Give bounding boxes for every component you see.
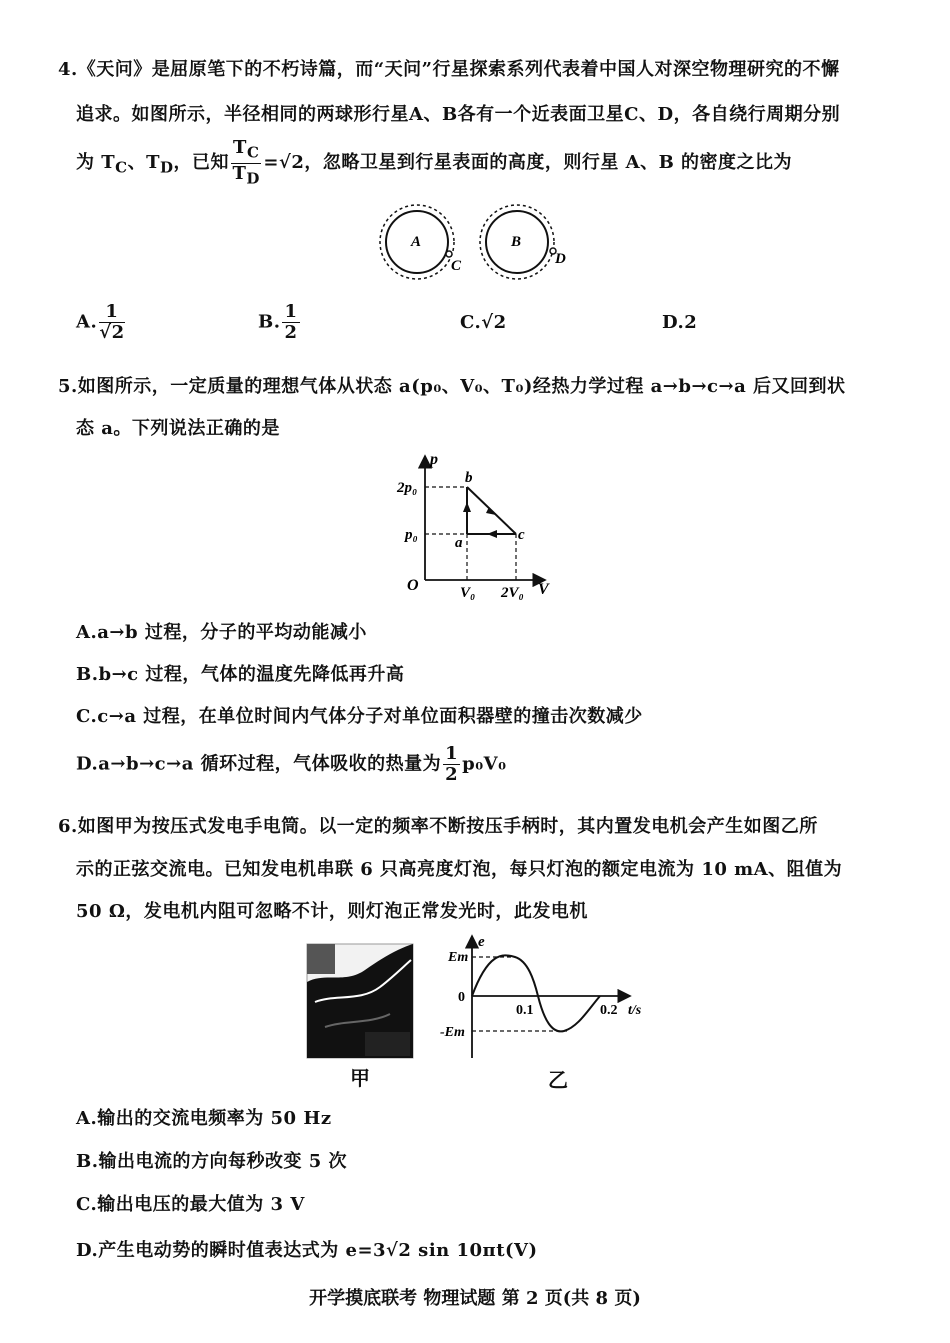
q5-line2: 态 a。下列说法正确的是 — [76, 418, 280, 439]
tick-0-1: 0.1 — [516, 1003, 534, 1018]
q4-option-a-num: 1 — [99, 302, 124, 323]
q5-line1: 5.如图所示，一定质量的理想气体从状态 a(p₀、V₀、T₀)经热力学过程 a→b→c→a 后又回到状 — [58, 376, 846, 397]
tick-0-2: 0.2 — [600, 1003, 618, 1018]
q5-option-d-den: 2 — [445, 764, 459, 785]
point-a-label: a — [455, 535, 463, 551]
point-b-label: b — [465, 470, 473, 486]
q4-option-c — [460, 312, 507, 333]
q5-pv-graph — [395, 450, 565, 600]
q4-option-d — [662, 312, 697, 333]
q4-line2: 追求。如图所示，半径相同的两球形行星A、B各有一个近表面卫星C、D，各自绕行周期分别 — [76, 104, 841, 125]
v-axis-label: V — [538, 581, 549, 598]
q4-option-b-num: 1 — [284, 301, 298, 322]
tick-2p0: 2p₀ — [397, 480, 418, 496]
q4-frac-num: T — [233, 137, 247, 158]
q6-option-a: A.输出的交流电频率为 50 Hz — [76, 1108, 332, 1129]
q4-planets-figure — [375, 200, 585, 285]
q4-line3-suffix: ，忽略卫星到行星表面的高度，则行星 A、B 的密度之比为 — [304, 152, 793, 174]
origin-label: O — [407, 577, 419, 594]
q5-option-d-suffix: p₀V₀ — [462, 753, 507, 775]
q4-line3: 为 $T_C$、$T_D$，已知 $\frac{T_C}{T_D}$ =√2，忽略卫星到行星表面的高度，则行星 A、B 的密度之比为 — [76, 137, 793, 188]
flashlight-photo — [305, 942, 415, 1060]
q4-option-d-value: 2 — [684, 312, 698, 333]
caption-jia: 甲 — [350, 1066, 370, 1090]
q4-fraction: $\frac{T_C}{T_D}$ — [232, 137, 260, 188]
tick-2v0: 2V₀ — [501, 585, 524, 600]
tick-p0: p₀ — [405, 527, 418, 543]
q5-option-b: B.b→c 过程，气体的温度先降低再升高 — [76, 664, 405, 685]
q6-sine-graph — [440, 930, 660, 1062]
q4-sub-d: D — [160, 158, 174, 177]
q4-option-c-label: C. — [460, 312, 482, 333]
q6-line1: 6.如图甲为按压式发电手电筒。以一定的频率不断按压手柄时，其内置发电机会产生如图乙所 — [58, 816, 818, 837]
caption-yi: 乙 — [548, 1068, 568, 1092]
q4-option-b-den: 2 — [284, 322, 298, 343]
point-c-label: c — [518, 527, 525, 543]
q4-option-c-value: √2 — [481, 312, 507, 333]
satellite-d-label: D — [555, 251, 566, 267]
q4-option-d-label: D. — [662, 312, 685, 333]
q4-option-a — [76, 302, 127, 343]
neg-em-label: -Em — [440, 1025, 465, 1040]
q5-option-c: C.c→a 过程，在单位时间内气体分子对单位面积器壁的撞击次数减少 — [76, 706, 643, 727]
q5-option-d-prefix: D.a→b→c→a 循环过程，气体吸收的热量为 — [76, 753, 442, 775]
tick-v0: V₀ — [460, 585, 476, 600]
planet-b-label: B — [511, 234, 522, 250]
planet-a-label: A — [411, 234, 422, 250]
q6-option-d: D.产生电动势的瞬时值表达式为 e=3√2 sin 10πt(V) — [76, 1240, 538, 1261]
q4-option-b — [258, 302, 302, 343]
t-axis-unit: t/s — [628, 1003, 642, 1018]
e-axis-label: e — [478, 934, 485, 950]
q4-sub-c: C — [115, 158, 128, 177]
q5-option-d — [76, 744, 506, 785]
origin-zero-label: 0 — [458, 990, 465, 1005]
q5-option-a: A.a→b 过程，分子的平均动能减小 — [76, 622, 367, 643]
q6-line3: 50 Ω，发电机内阻可忽略不计，则灯泡正常发光时，此发电机 — [76, 901, 588, 922]
q6-line2: 示的正弦交流电。已知发电机串联 6 只高亮度灯泡，每只灯泡的额定电流为 10 mA、阻值为 — [76, 859, 843, 880]
q4-line3-mid: ，已知 — [173, 152, 230, 174]
em-label: Em — [448, 950, 469, 965]
q4-eq-rhs: =√2 — [263, 152, 305, 174]
q4-option-a-label: A. — [76, 311, 98, 333]
satellite-c-label: C — [451, 258, 462, 274]
p-axis-label: p — [430, 451, 438, 468]
q4-option-b-label: B. — [258, 311, 281, 333]
q4-line1: 4.《天问》是屈原笔下的不朽诗篇，而“天问”行星探索系列代表着中国人对深空物理研究的不懈 — [58, 59, 840, 80]
page-footer: 开学摸底联考 物理试题 第 2 页(共 8 页) — [309, 1288, 641, 1309]
q4-frac-den: T — [232, 162, 247, 184]
q4-option-a-den: √2 — [99, 322, 125, 343]
q4-line3-prefix: 为 T — [76, 152, 116, 174]
q6-option-b: B.输出电流的方向每秒改变 5 次 — [76, 1151, 348, 1172]
q6-option-c: C.输出电压的最大值为 3 V — [76, 1194, 305, 1215]
q5-option-d-num: 1 — [445, 743, 459, 764]
